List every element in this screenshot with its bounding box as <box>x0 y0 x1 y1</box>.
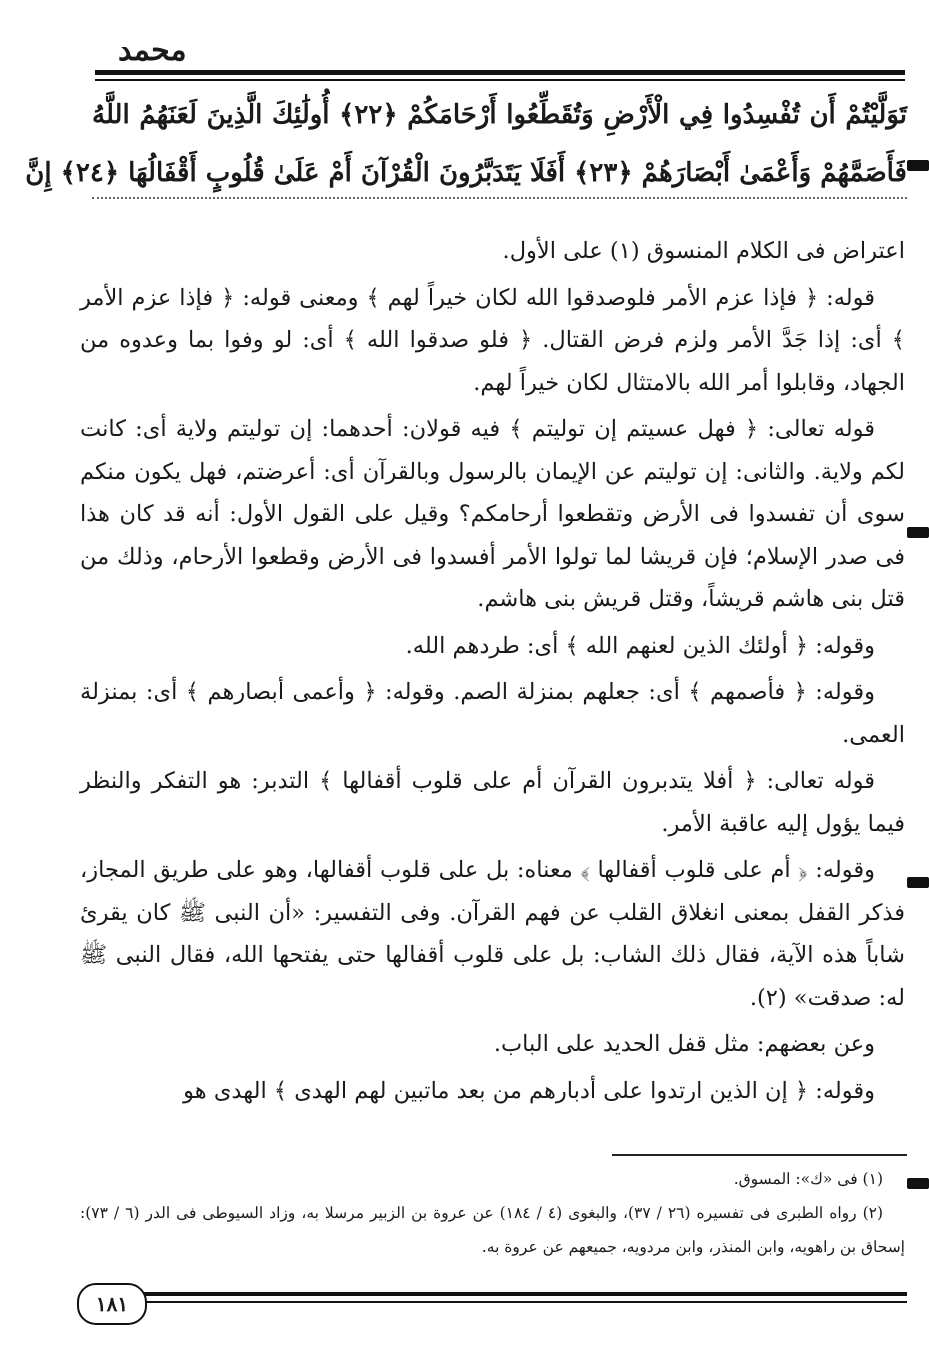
footnotes-block <box>80 1162 905 1264</box>
footer-rule-thin <box>143 1301 907 1303</box>
surah-header-mark: محمد <box>118 33 187 68</box>
footnote: (١) فى «ك»: المسوق. <box>733 1170 883 1188</box>
header-rule-thin <box>95 79 905 81</box>
verses-dotted-divider <box>92 197 907 199</box>
paragraph: وقوله: ﴿ أم على قلوب أقفالها ﴾ معناه: بل على قلوب أقفالها، وهو على طريق المجاز، فذكر القفل بمعنى انغلاق القلب عن فهم القرآن. وفى التفسير: «أن النبى ﷺ كان يقرئ شاباً هذه الآية، فقال ذلك الشاب: بل على قلوب أقفالها حتى يفتحها الله، فقال النبى ﷺ له: صدقت» (٢). <box>80 857 905 1011</box>
paragraph: قوله تعالى: ﴿ فهل عسيتم إن توليتم ﴾ فيه قولان: أحدهما: إن توليتم ولاية أى: كانت لكم ولاية. والثانى: إن توليتم عن الإيمان بالرسول وبالقرآن أى: أعرضتم، فهل يكون منكم سوى أن تفسدوا فى الأرض وتقطعوا أرحامكم؟ وقيل على القول الأول: أنه قد كان هذا فى صدر الإسلام؛ فإن قريشا لما تولوا الأمر أفسدوا فى الأرض وقطعوا الأرحام، وذلك من قتل بنى هاشم قريشاً، وقتل قريش بنى هاشم. <box>80 416 905 612</box>
scan-edge-mark <box>907 527 929 538</box>
scan-edge-mark <box>907 160 929 171</box>
verse-line-1: تَوَلَّيْتُمْ أَن تُفْسِدُوا فِي الْأَرْضِ وَتُقَطِّعُوا أَرْحَامَكُمْ ﴿٢٢﴾ أُولَٰئِكَ الَّذِينَ لَعَنَهُمُ اللَّهُ <box>92 100 908 130</box>
paragraph: وقوله: ﴿ فأصمهم ﴾ أى: جعلهم بمنزلة الصم. وقوله: ﴿ وأعمى أبصارهم ﴾ أى: بمنزلة العمى. <box>80 679 905 748</box>
paragraph: قوله تعالى: ﴿ أفلا يتدبرون القرآن أم على قلوب أقفالها ﴾ التدبر: هو التفكر والنظر فيما يؤول إليه عاقبة الأمر. <box>80 768 905 837</box>
paragraph: وقوله: ﴿ إن الذين ارتدوا على أدبارهم من بعد ماتبين لهم الهدى ﴾ الهدى هو <box>183 1077 875 1104</box>
header-rule-thick <box>95 70 905 75</box>
footer-rule-thick <box>143 1292 907 1296</box>
paragraph: اعتراض فى الكلام المنسوق (١) على الأول. <box>502 238 905 264</box>
footnote-separator <box>612 1154 907 1156</box>
footnote: (٢) رواه الطبرى فى تفسيره (٢٦ / ٣٧)، والبغوى (٤ / ١٨٤) عن عروة بن الزبير مرسلا به، وزاد السيوطى فى الدر (٦ / ٧٣): إسحاق بن راهويه، وابن المنذر، وابن مردويه، جميعهم عن عروة به. <box>80 1204 905 1256</box>
paragraph: وقوله: ﴿ أولئك الذين لعنهم الله ﴾ أى: طردهم الله. <box>405 632 875 659</box>
commentary-body <box>80 230 905 1116</box>
paragraph: وعن بعضهم: مثل قفل الحديد على الباب. <box>493 1031 875 1057</box>
paragraph: قوله: ﴿ فإذا عزم الأمر فلوصدقوا الله لكان خيراً لهم ﴾ ومعنى قوله: ﴿ فإذا عزم الأمر ﴾ أى: إذا جَدَّ الأمر ولزم فرض القتال. ﴿ فلو صدقوا الله ﴾ أى: لو وفوا بما وعدوه من الجهاد، وقابلوا أمر الله بالامتثال لكان خيراً لهم. <box>80 284 905 396</box>
scan-edge-mark <box>907 877 929 888</box>
scan-edge-mark <box>907 1178 929 1189</box>
page-number: ١٨١ <box>77 1283 147 1325</box>
verse-line-2: فَأَصَمَّهُمْ وَأَعْمَىٰ أَبْصَارَهُمْ ﴿٢٣﴾ أَفَلَا يَتَدَبَّرُونَ الْقُرْآنَ أَمْ عَلَىٰ قُلُوبٍ أَقْفَالُهَا ﴿٢٤﴾ إِنَّ <box>25 158 907 188</box>
quran-verses-block <box>25 86 908 202</box>
